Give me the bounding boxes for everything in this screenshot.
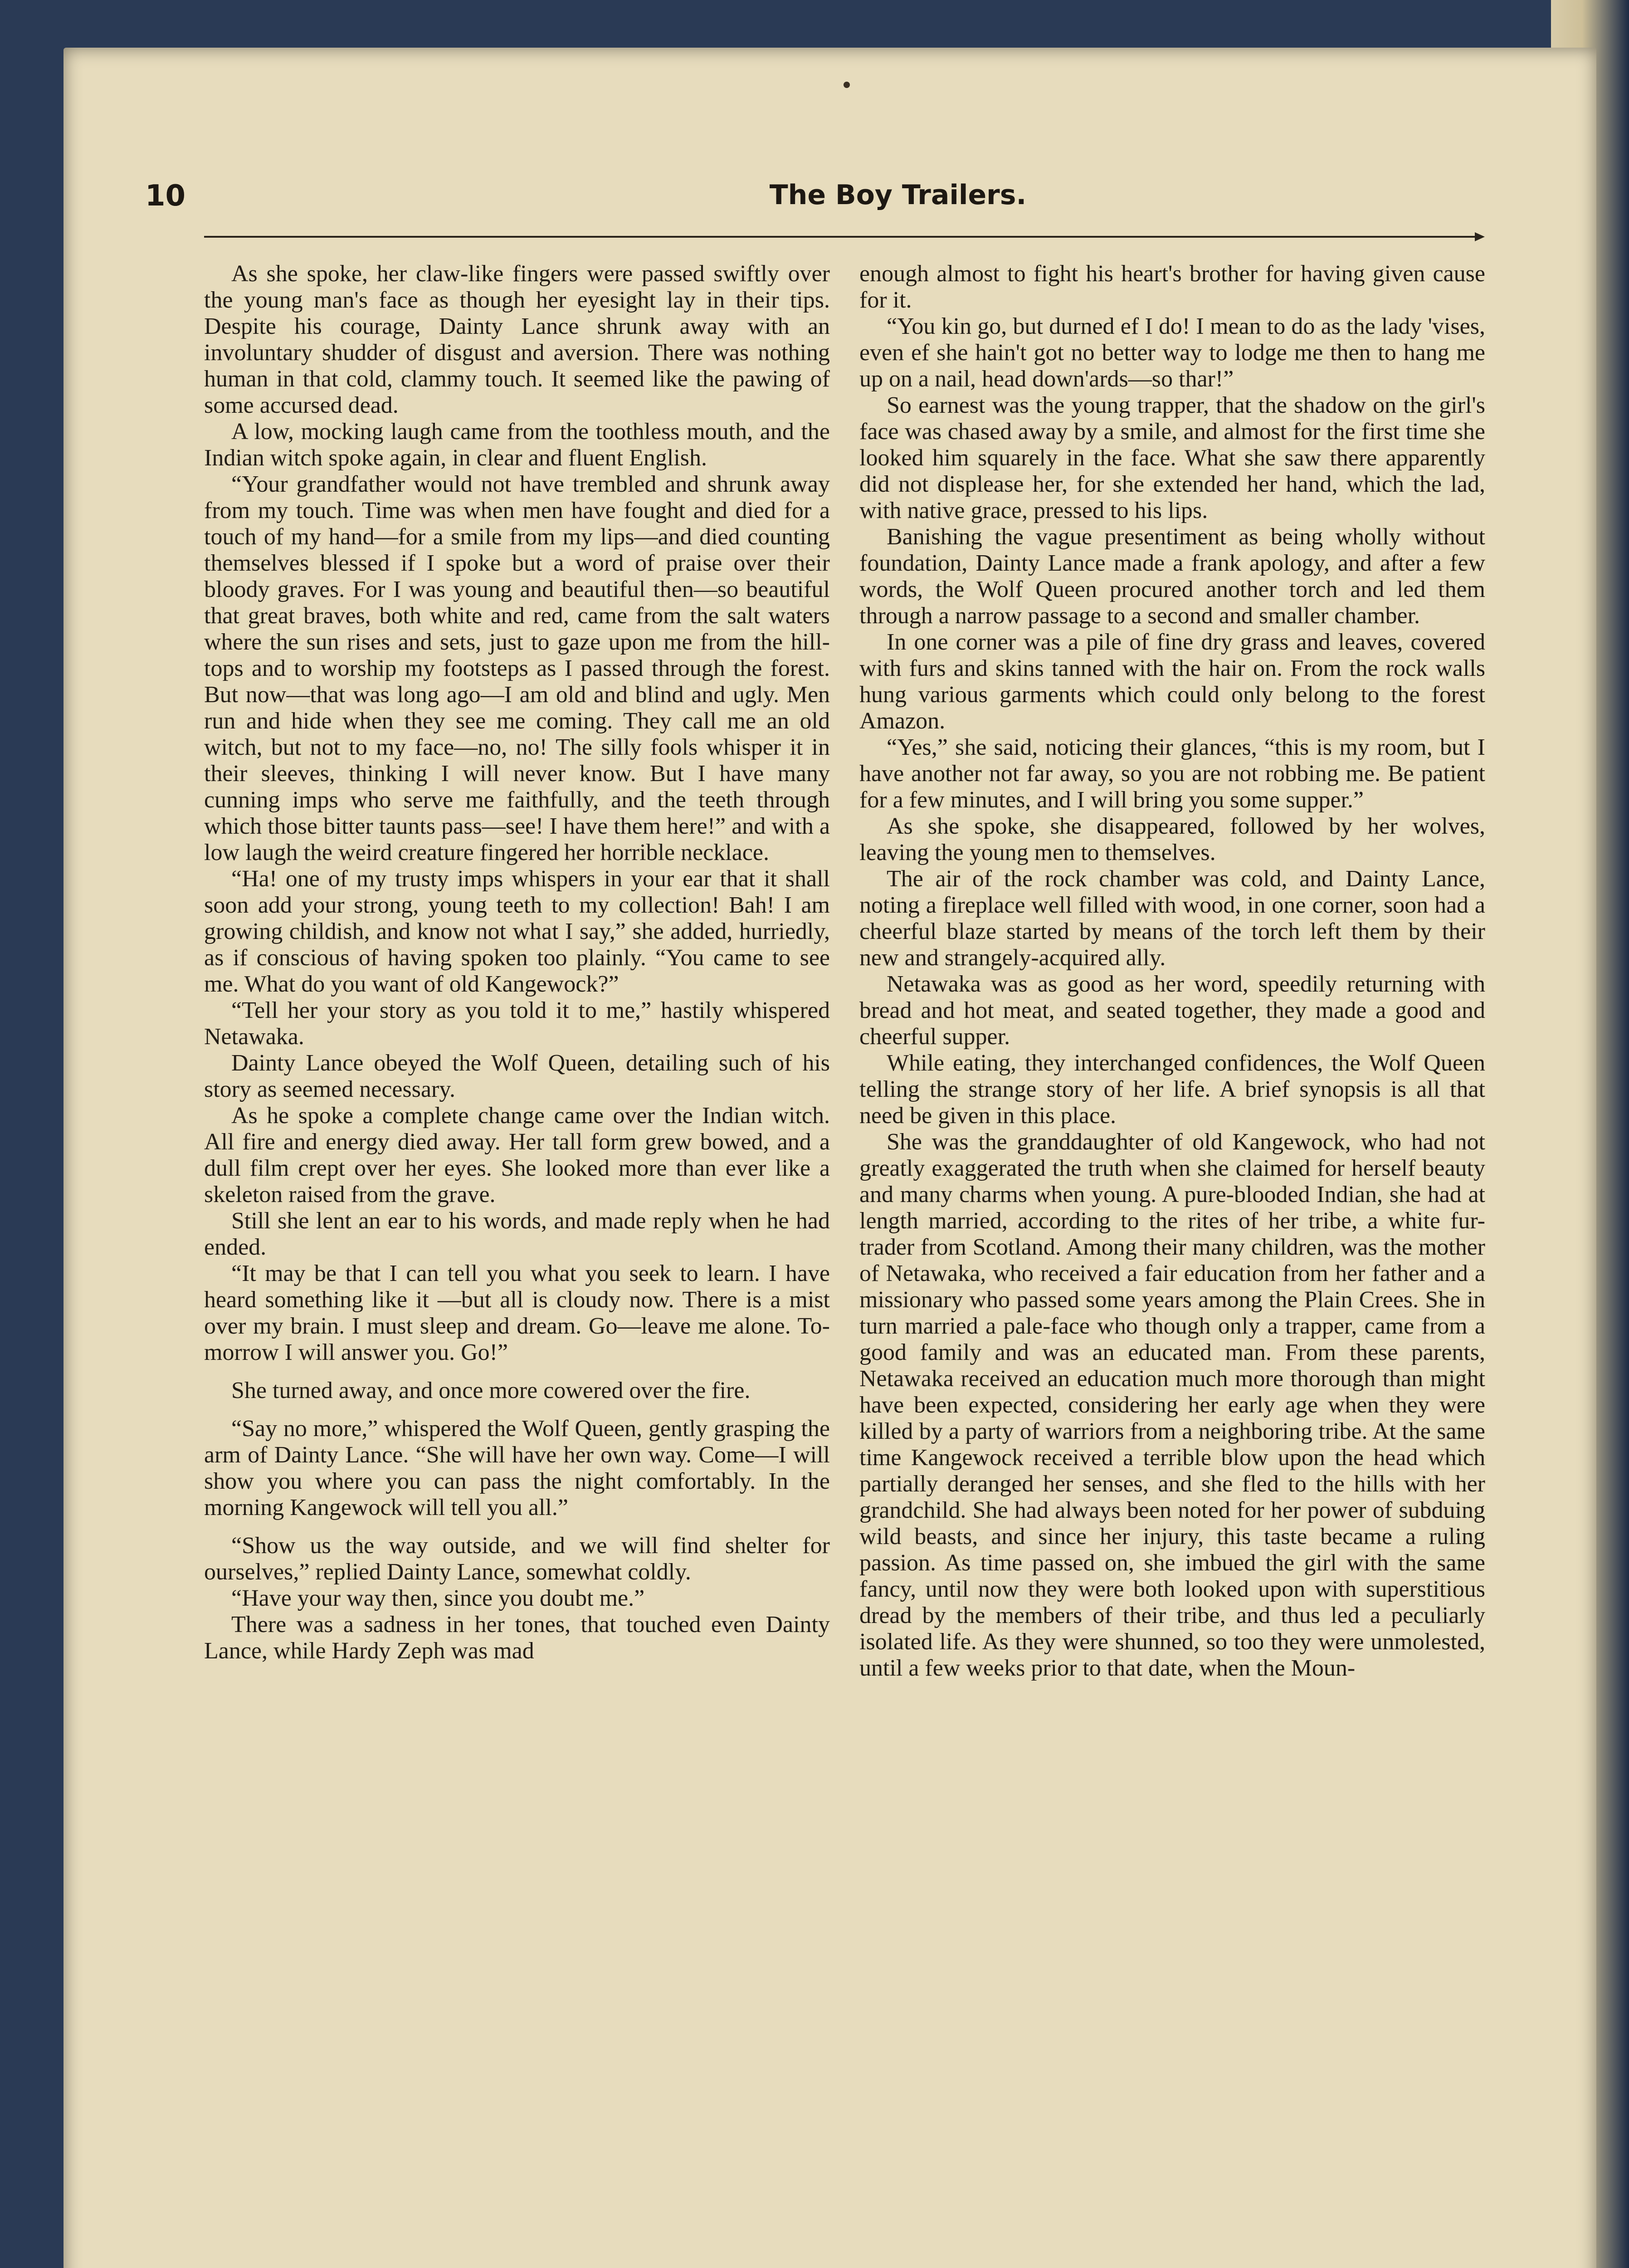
paragraph: As he spoke a complete change came over the Indian witch. All fire and energy died away. Her tall form grew bowed, and a dull film crept over her eyes. She looked more than ever like a skeleton raised from the grave. bbox=[204, 1103, 830, 1207]
paragraph: “Ha! one of my trusty imps whispers in your ear that it shall soon add your strong, young teeth to my collection! Bah! I am growing childish, and know not what I say,” she added, hurriedly, as if conscious of having spoken too plainly. “You came to see me. What do you want of old Kangewock?” bbox=[204, 866, 830, 997]
paragraph: “Tell her your story as you told it to me,” hastily whispered Netawaka. bbox=[204, 997, 830, 1050]
page-number: 10 bbox=[145, 179, 186, 213]
paragraph: In one corner was a pile of fine dry grass and leaves, covered with furs and skins tanned with the hair on. From the rock walls hung various garments which could only belong to the forest Amazon. bbox=[859, 629, 1485, 734]
paragraph: Still she lent an ear to his words, and made reply when he had ended. bbox=[204, 1208, 830, 1260]
paragraph: “Say no more,” whispered the Wolf Queen, gently grasping the arm of Dainty Lance. “She will have her own way. Come—I will show you where you can pass the night comfortably. In the morning Kangewock will tell you all.” bbox=[204, 1416, 830, 1520]
paragraph: So earnest was the young trapper, that the shadow on the girl's face was chased away by a smile, and almost for the first time she looked him squarely in the face. What she saw there apparently did not displease her, for she extended her hand, which the lad, with native grace, pressed to his lips. bbox=[859, 392, 1485, 523]
paragraph: “Have your way then, since you doubt me.” bbox=[231, 1585, 645, 1611]
ink-dot bbox=[844, 82, 850, 88]
paragraph: Netawaka was as good as her word, speedily returning with bread and hot meat, and seated together, they made a good and cheerful supper. bbox=[859, 971, 1485, 1050]
paragraph: The air of the rock chamber was cold, and Dainty Lance, noting a fireplace well filled with wood, in one corner, soon had a cheerful blaze started by means of the torch left them by their new and strangely-acquired ally. bbox=[859, 866, 1485, 971]
paragraph: A low, mocking laugh came from the toothless mouth, and the Indian witch spoke again, in clear and fluent English. bbox=[204, 419, 830, 471]
paragraph: She turned away, and once more cowered over the fire. bbox=[231, 1378, 751, 1403]
left-column bbox=[204, 261, 830, 1664]
paragraph: There was a sadness in her tones, that touched even Dainty Lance, while Hardy Zeph was mad bbox=[204, 1612, 830, 1664]
paragraph: As she spoke, her claw-like fingers were passed swiftly over the young man's face as though her eyesight lay in their tips. Despite his courage, Dainty Lance shrunk away with an involuntary shudder of disgust and aversion. There was nothing human in that cold, clammy touch. It seemed like the pawing of some accursed dead. bbox=[204, 261, 830, 418]
paragraph: “Show us the way outside, and we will find shelter for ourselves,” replied Dainty Lance, somewhat coldly. bbox=[204, 1533, 830, 1585]
paragraph: enough almost to fight his heart's brother for having given cause for it. bbox=[859, 261, 1485, 313]
paragraph: Banishing the vague presentiment as being wholly without foundation, Dainty Lance made a frank apology, and after a few words, the Wolf Queen procured another torch and led them through a narrow passage to a second and smaller chamber. bbox=[859, 524, 1485, 629]
paragraph: “Yes,” she said, noticing their glances, “this is my room, but I have another not far away, so you are not robbing me. Be patient for a few minutes, and I will bring you some supper.” bbox=[859, 734, 1485, 813]
header-rule-tip bbox=[1475, 232, 1485, 241]
paragraph: As she spoke, she disappeared, followed by her wolves, leaving the young men to themselves. bbox=[859, 813, 1485, 865]
header-rule bbox=[204, 236, 1478, 238]
paragraph: “Your grandfather would not have trembled and shrunk away from my touch. Time was when men have fought and died for a touch of my hand—for a smile from my lips—and died counting themselves blessed if I spoke but a word of praise over their bloody graves. For I was young and beautiful then—so beautiful that great braves, both white and red, came from the salt waters where the sun rises and sets, just to gaze upon me from the hill-tops and to worship my footsteps as I passed through the forest. But now—that was long ago—I am old and blind and ugly. Men run and hide when they see me coming. They call me an old witch, but not to my face—no, no! The silly fools whisper it in their sleeves, thinking I will never know. But I have many cunning imps who serve me faithfully, and the teeth through which those bitter taunts pass—see! I have them here!” and with a low laugh the weird creature fingered her horrible necklace. bbox=[204, 471, 830, 865]
paragraph: Dainty Lance obeyed the Wolf Queen, detailing such of his story as seemed necessary. bbox=[204, 1050, 830, 1102]
paragraph: “You kin go, but durned ef I do! I mean to do as the lady 'vises, even ef she hain't got no better way to lodge me then to hang me up on a nail, head down'ards—so thar!” bbox=[859, 313, 1485, 392]
paragraph: “It may be that I can tell you what you seek to learn. I have heard something like it —but all is cloudy now. There is a mist over my brain. I must sleep and dream. Go—leave me alone. To-morrow I will answer you. Go!” bbox=[204, 1261, 830, 1365]
paragraph: While eating, they interchanged confidences, the Wolf Queen telling the strange story of her life. A brief synopsis is all that need be given in this place. bbox=[859, 1050, 1485, 1129]
running-title: The Boy Trailers. bbox=[769, 179, 1027, 211]
paragraph: She was the granddaughter of old Kangewock, who had not greatly exaggerated the truth when she claimed for herself beauty and many charms when young. A pure-blooded Indian, she had at length married, according to the rites of her tribe, a white fur-trader from Scotland. Among their many children, was the mother of Netawaka, who received a fair education from her father and a missionary who passed some years among the Plain Crees. She in turn married a pale-face who though only a trapper, came from a good family and was an educated man. From these parents, Netawaka received an education much more thorough than might have been expected, considering her early age when they were killed by a party of warriors from a neighboring tribe. At the same time Kangewock received a terrible blow upon the head which partially deranged her senses, and she fled to the hills with her grandchild. She had always been noted for her power of subduing wild beasts, and since her injury, this taste became a ruling passion. As time passed on, she imbued the girl with the same fancy, until now they were both looked upon with superstitious dread by the members of their tribe, and thus led a peculiarly isolated life. As they were shunned, so too they were unmolested, until a few weeks prior to that date, when the Moun- bbox=[859, 1129, 1485, 1681]
right-column bbox=[859, 261, 1485, 1681]
